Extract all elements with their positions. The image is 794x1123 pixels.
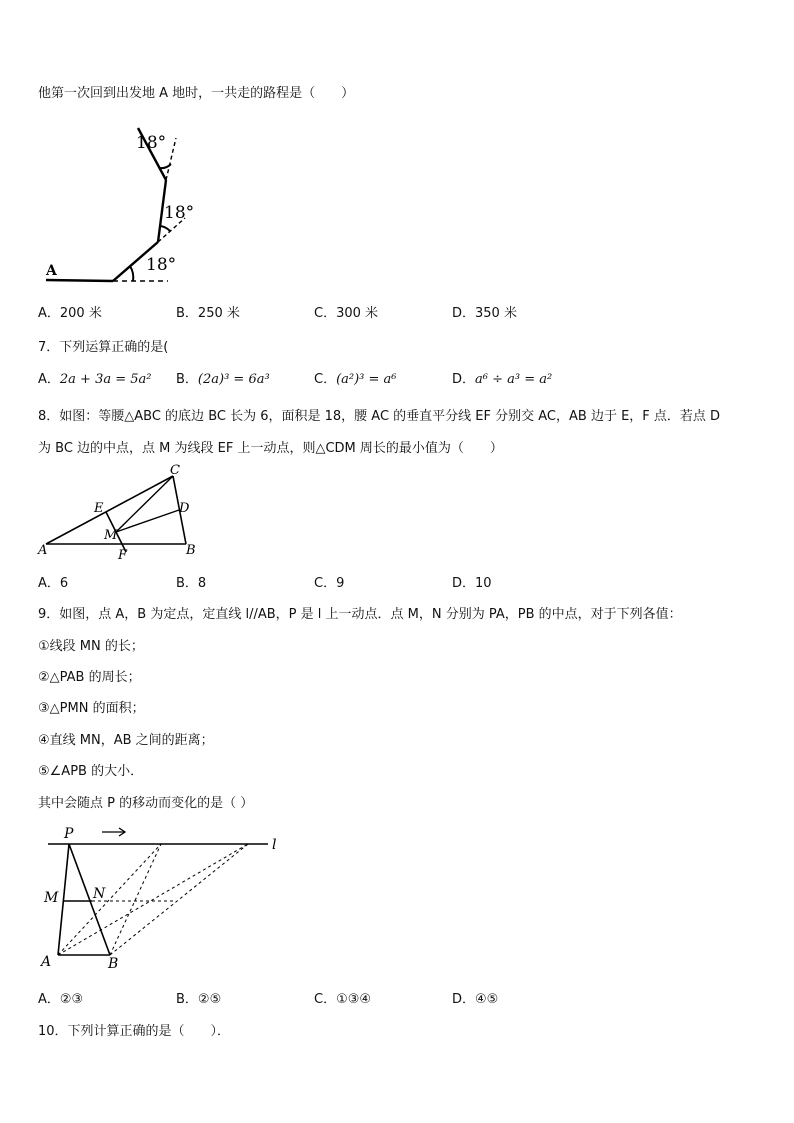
q7-option-d-prefix: D． xyxy=(452,372,476,387)
q8-segment-mc xyxy=(116,476,173,532)
q9-stem: 9．如图，点 A，B 为定点，定直线 l//AB，P 是 l 上一动点．点 M，N 分别为 PA，PB 的中点，对于下列各值： xyxy=(38,607,682,622)
q8-option-d[interactable]: D．10 xyxy=(452,576,492,591)
q8-figure xyxy=(36,462,206,562)
q7-stem: 7．下列运算正确的是( xyxy=(38,340,169,355)
q6-figure xyxy=(38,120,208,290)
q7-option-b-prefix: B． xyxy=(176,372,198,387)
q7-option-c-expr: (a²)³ = a⁶ xyxy=(336,372,397,387)
q6-angle-arc-3 xyxy=(159,164,171,168)
q8-label-c: C xyxy=(170,463,180,478)
q6-point-a: A xyxy=(46,263,57,279)
q6-option-d[interactable]: D．350 米 xyxy=(452,306,517,321)
q9-question: 其中会随点 P 的移动而变化的是（ ） xyxy=(38,796,254,811)
q6-segment-1 xyxy=(46,280,113,281)
q10-stem: 10．下列计算正确的是（ ）． xyxy=(38,1024,231,1039)
q9-option-c[interactable]: C．①③④ xyxy=(314,992,372,1007)
q6-extension-3 xyxy=(166,138,176,180)
q6-angle-arc-2 xyxy=(160,226,170,231)
q9-option-d[interactable]: D．④⑤ xyxy=(452,992,499,1007)
q7-option-d-expr: a⁶ ÷ a³ = a² xyxy=(475,372,553,387)
q9-label-m: M xyxy=(44,890,59,906)
q7-option-b[interactable] xyxy=(176,368,270,387)
q9-segment-pa xyxy=(58,844,69,955)
q8-label-b: B xyxy=(186,543,196,558)
q6-angle-label-1: 18° xyxy=(146,255,177,275)
q7-option-d[interactable] xyxy=(452,368,552,387)
q8-stem-line-2: 为 BC 边的中点，点 M 为线段 EF 上一动点，则△CDM 周长的最小值为（ ） xyxy=(38,441,503,456)
q6-angle-label-3: 18° xyxy=(136,133,167,153)
q9-item-1: ①线段 MN 的长； xyxy=(38,639,144,654)
q8-label-e: E xyxy=(94,501,104,516)
q9-dashed-b-p3 xyxy=(110,844,248,955)
q6-option-a[interactable]: A．200 米 xyxy=(38,306,102,321)
q9-option-a[interactable]: A．②③ xyxy=(38,992,84,1007)
q7-option-a-expr: 2a + 3a = 5a² xyxy=(59,372,152,387)
q9-label-b: B xyxy=(108,956,119,972)
q7-option-a[interactable] xyxy=(38,368,152,387)
q8-label-d: D xyxy=(179,501,190,516)
q6-stem: 他第一次回到出发地 A 地时，一共走的路程是（ ） xyxy=(38,86,355,101)
q9-label-l: l xyxy=(272,837,277,853)
q9-label-a: A xyxy=(41,954,52,970)
q9-item-2: ②△PAB 的周长； xyxy=(38,670,141,685)
q7-option-a-prefix: A． xyxy=(38,372,60,387)
q8-label-f: F xyxy=(118,548,128,562)
q8-option-a[interactable]: A．6 xyxy=(38,576,69,591)
q7-option-c-prefix: C． xyxy=(314,372,337,387)
q9-item-3: ③△PMN 的面积； xyxy=(38,701,145,716)
q8-label-a: A xyxy=(38,543,48,558)
q9-label-p: P xyxy=(64,826,74,842)
q7-option-b-expr: (2a)³ = 6a³ xyxy=(197,372,270,387)
q8-option-c[interactable]: C．9 xyxy=(314,576,345,591)
q8-segment-md xyxy=(116,510,179,532)
q9-item-5: ⑤∠APB 的大小． xyxy=(38,764,144,779)
q8-label-m: M xyxy=(104,528,118,543)
q7-option-c[interactable] xyxy=(314,368,397,387)
q9-dashed-a-p2 xyxy=(58,844,161,955)
q9-option-b[interactable]: B．②⑤ xyxy=(176,992,222,1007)
q8-option-b[interactable]: B．8 xyxy=(176,576,207,591)
q9-label-n: N xyxy=(93,886,106,902)
q6-option-b[interactable]: B．250 米 xyxy=(176,306,240,321)
q6-angle-arc-1 xyxy=(130,266,133,281)
q8-stem-line-1: 8．如图：等腰△ABC 的底边 BC 长为 6，面积是 18，腰 AC 的垂直平分线 EF 分别交 AC，AB 边于 E，F 点．若点 D xyxy=(38,409,721,424)
q9-figure xyxy=(36,822,286,972)
q9-item-4: ④直线 MN，AB 之间的距离； xyxy=(38,733,214,748)
q6-angle-label-2: 18° xyxy=(164,203,195,223)
q6-option-c[interactable]: C．300 米 xyxy=(314,306,379,321)
